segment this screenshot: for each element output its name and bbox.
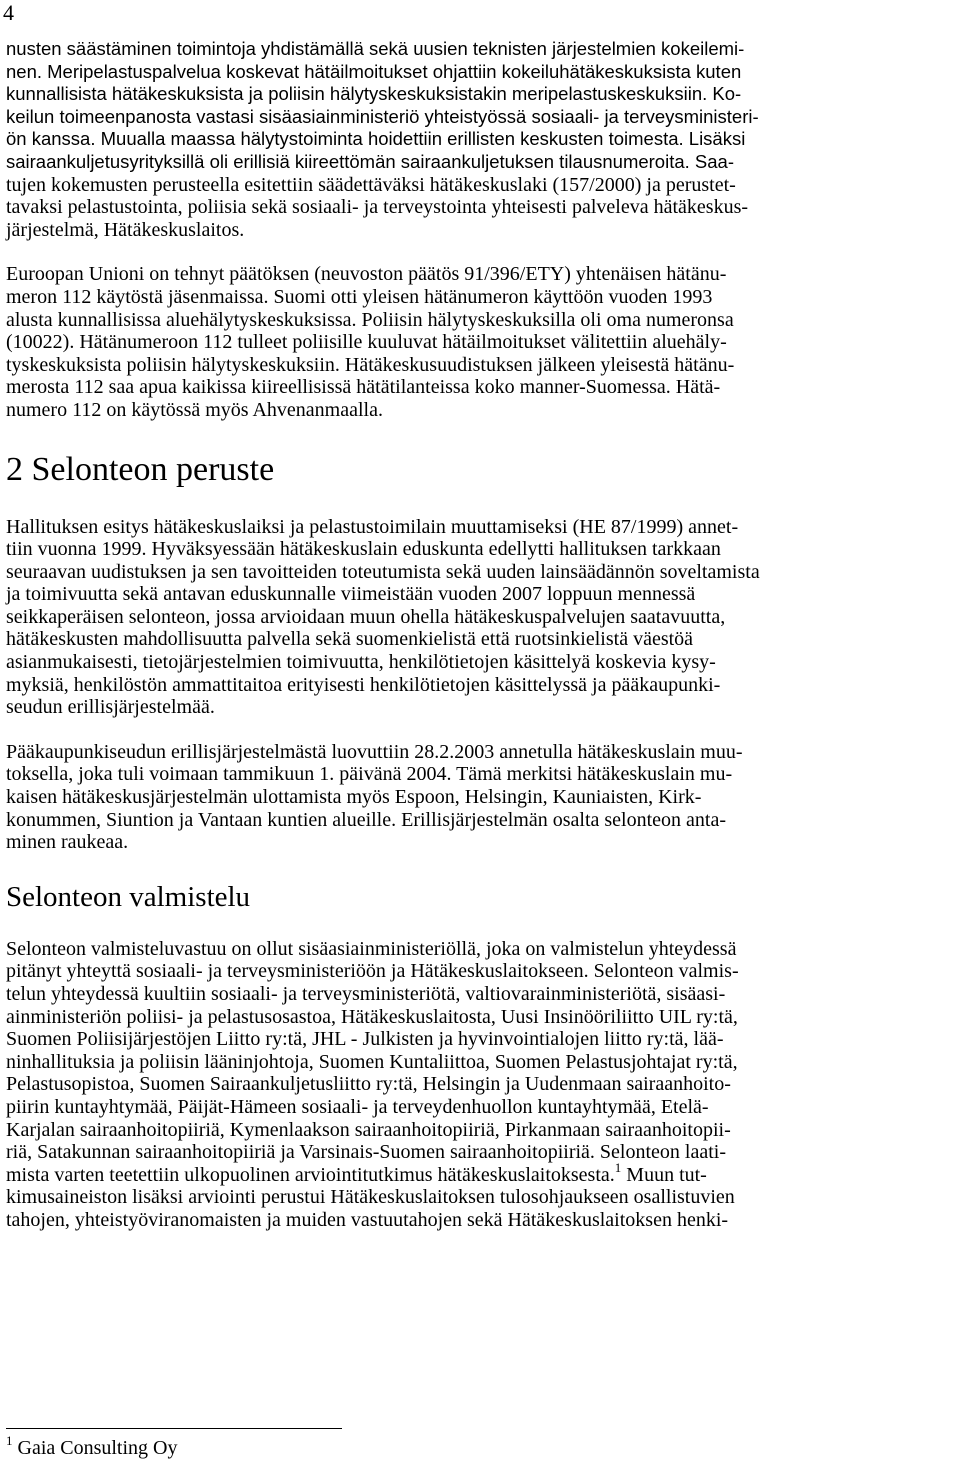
line-text: tyskeskuksista poliisin hälytyskeskuksiin. Hätäkeskusuudistuksen jälkeen yleisestä hätänu- (6, 353, 735, 376)
text-line (6, 196, 946, 219)
text-line (6, 809, 946, 832)
line-text: mista varten teetettiin ulkopuolinen arviointitutkimus hätäkeskuslaitoksesta. (6, 1163, 615, 1186)
text-line (6, 1209, 946, 1232)
line-text: keilun toimeenpanosta vastasi sisäasiainministeriö yhteistyössä sosiaali- ja terveysministeri- (6, 105, 759, 127)
line-text: meron 112 käytöstä jäsenmaissa. Suomi otti yleisen hätänumeron käyttöön vuoden 1993 (6, 285, 713, 308)
line-text: Suomen Poliisijärjestöjen Liitto ry:tä, JHL - Julkisten ja hyvinvointialojen liitto ry:tä, lää- (6, 1028, 724, 1051)
footnote-text: Gaia Consulting Oy (17, 1437, 178, 1459)
line-text: kunnallisista hätäkeskuksista ja poliisin hälytyskeskuksistakin meripelastuskeskuksiin. Ko- (6, 83, 742, 105)
text-line (6, 561, 946, 584)
page-number: 4 (3, 0, 14, 25)
line-text: hätäkeskusten mahdollisuutta palvella sekä suomenkielistä että ruotsinkielistä väestöä (6, 628, 694, 651)
text-line (6, 538, 946, 561)
line-text: pitänyt yhteyttä sosiaali- ja terveysministeriöön ja Hätäkeskuslaitokseen. Selonteon valmis- (6, 960, 739, 983)
paragraph (6, 38, 946, 241)
text-line (6, 606, 946, 629)
text-line (6, 1119, 946, 1142)
paragraph (6, 263, 946, 421)
text-line (6, 741, 946, 764)
text-line (6, 651, 946, 674)
preparation-section (6, 938, 946, 1232)
text-line (6, 174, 946, 197)
line-text: piirin kuntayhtymää, Päijät-Hämeen sosiaali- ja terveydenhuollon kuntayhtymää, Etelä- (6, 1095, 709, 1118)
line-text: minen raukeaa. (6, 831, 129, 854)
text-line (6, 331, 946, 354)
line-text: Selonteon valmisteluvastuu on ollut sisäasiainministeriöllä, joka on valmistelun yhteydessä (6, 937, 737, 960)
text-line (6, 151, 946, 174)
text-line (6, 1006, 946, 1029)
line-text: seudun erillisjärjestelmää. (6, 696, 215, 719)
text-line (6, 1096, 946, 1119)
line-text: asianmukaisesti, tietojärjestelmien toimivuutta, henkilötietojen käsittelyä koskevia kysy- (6, 651, 716, 674)
line-text: nen. Meripelastuspalvelua koskevat hätäilmoitukset ohjattiin kokeiluhätäkeskuksista kuten (6, 60, 742, 82)
text-line (6, 61, 946, 84)
text-line (6, 354, 946, 377)
line-text: kaisen hätäkeskusjärjestelmän ulottamista myös Espoon, Helsingin, Kauniaisten, Kirk- (6, 786, 702, 809)
line-text: telun yhteydessä kuultiin sosiaali- ja terveysministeriötä, valtiovarainministeriötä, sisäasi- (6, 983, 726, 1005)
text-line (6, 1051, 946, 1074)
paragraph (6, 741, 946, 854)
line-text: ainministeriön poliisi- ja pelastusosastoa, Hätäkeskuslaitosta, Uusi Insinööriliitto UIL ry:tä, (6, 1005, 738, 1028)
text-line (6, 38, 946, 61)
text-line (6, 106, 946, 129)
text-line (6, 583, 946, 606)
text-line (6, 83, 946, 106)
intro-section (6, 38, 946, 422)
line-text: Karjalan sairaanhoitopiiriä, Kymenlaakson sairaanhoitopiiriä, Pirkanmaan sairaanhoitopii- (6, 1118, 731, 1141)
footnote-divider (6, 1428, 342, 1429)
subsection-heading: Selonteon valmistelu (6, 880, 251, 913)
line-text: numero 112 on käytössä myös Ahvenanmaalla. (6, 398, 383, 421)
line-text: tahojen, yhteistyöviranomaisten ja muiden vastuutahojen sekä Hätäkeskuslaitoksen henki- (6, 1208, 729, 1231)
line-text: ön kanssa. Muualla maassa hälytystoiminta hoidettiin erillisten keskusten toimesta. Lisäksi (6, 128, 746, 150)
line-text: alusta kunnallisissa aluehälytyskeskuksissa. Poliisin hälytyskeskuksilla oli oma numeronsa (6, 308, 734, 331)
footnote-marker: 1 (6, 1433, 13, 1448)
section-heading: 2 Selonteon peruste (6, 450, 275, 488)
line-text: myksiä, henkilöstön ammattitaitoa erityisesti henkilötietojen käsittelyssä ja pääkaupunki- (6, 673, 721, 696)
line-text: tavaksi pelastustointa, poliisia sekä sosiaali- ja terveystointa yhteisesti palveleva hätäkeskus- (6, 196, 749, 219)
text-line (6, 128, 946, 151)
paragraph (6, 516, 946, 719)
line-text: seikkaperäisen selonteon, jossa arvioidaan muun ohella hätäkeskuspalvelujen saatavuutta, (6, 605, 726, 628)
line-text: seuraavan uudistuksen ja sen tavoitteiden toteutumista sekä uuden lainsäädännön soveltamista (6, 560, 760, 583)
text-line (6, 674, 946, 697)
text-line (6, 1141, 946, 1164)
line-text: sairaankuljetusyrityksillä oli erillisiä kiireettömän sairaankuljetuksen tilausnumeroita. Saa- (6, 150, 734, 172)
text-line (6, 763, 946, 786)
text-line (6, 219, 946, 242)
text-line (6, 1028, 946, 1051)
text-line (6, 938, 946, 961)
text-line (6, 376, 946, 399)
line-text: Hallituksen esitys hätäkeskuslaiksi ja pelastustoimilain muuttamiseksi (HE 87/1999) annet- (6, 515, 739, 538)
paragraph (6, 938, 946, 1232)
line-text: merosta 112 saa apua kaikissa kiireellisissä hätätilanteissa koko manner-Suomessa. Hätä- (6, 376, 721, 399)
line-text: järjestelmä, Hätäkeskuslaitos. (6, 218, 245, 241)
text-line (6, 1159, 946, 1187)
line-text: (10022). Hätänumeroon 112 tulleet poliisille kuuluvat hätäilmoitukset välitettiin aluehäly- (6, 331, 727, 354)
text-line (6, 399, 946, 422)
text-line (6, 831, 946, 854)
line-text: ja toimivuutta sekä antavan eduskunnalle viimeistään vuoden 2007 loppuun mennessä (6, 583, 696, 606)
line-text: Pääkaupunkiseudun erillisjärjestelmästä luovuttiin 28.2.2003 annetulla hätäkeskuslain muu- (6, 740, 743, 763)
text-line (6, 309, 946, 332)
text-line (6, 1073, 946, 1096)
text-line (6, 263, 946, 286)
text-line (6, 628, 946, 651)
text-line (6, 516, 946, 539)
line-text: Euroopan Unioni on tehnyt päätöksen (neuvoston päätös 91/396/ETY) yhtenäisen hätänu- (6, 263, 727, 286)
text-line (6, 696, 946, 719)
line-text-continued: Muun tut- (621, 1163, 707, 1186)
line-text: tiin vuonna 1999. Hyväksyessään hätäkeskuslain eduskunta edellytti hallituksen tarkkaan (6, 538, 721, 561)
text-line (6, 960, 946, 983)
line-text: nusten säästäminen toimintoja yhdistämällä sekä uusien teknisten järjestelmien kokeilemi- (6, 38, 745, 59)
footnote-reference: 1 (614, 1159, 622, 1175)
line-text: toksella, joka tuli voimaan tammikuun 1. päivänä 2004. Tämä merkitsi hätäkeskuslain mu- (6, 763, 733, 786)
line-text: tujen kokemusten perusteella esitettiin säädettäväksi hätäkeskuslaki (157/2000) ja perustet- (6, 173, 736, 196)
text-line (6, 286, 946, 309)
text-line (6, 983, 946, 1006)
text-line (6, 1186, 946, 1209)
footnote (6, 1433, 178, 1460)
line-text: ninhallituksia ja poliisin lääninjohtoja, Suomen Kuntaliittoa, Suomen Pelastusjohtajat ry:tä, (6, 1050, 738, 1073)
document-body (6, 38, 946, 1254)
line-text: riä, Satakunnan sairaanhoitopiiriä ja Varsinais-Suomen sairaanhoitopiiriä. Selonteon laati- (6, 1141, 726, 1164)
text-line (6, 786, 946, 809)
basis-section (6, 516, 946, 854)
line-text: kimusaineiston lisäksi arviointi perustui Hätäkeskuslaitoksen tulosohjaukseen osallistuvien (6, 1186, 735, 1209)
line-text: Pelastusopistoa, Suomen Sairaankuljetusliitto ry:tä, Helsingin ja Uudenmaan sairaanhoito- (6, 1073, 731, 1096)
line-text: konummen, Siuntion ja Vantaan kuntien alueille. Erillisjärjestelmän osalta selonteon anta- (6, 808, 727, 831)
